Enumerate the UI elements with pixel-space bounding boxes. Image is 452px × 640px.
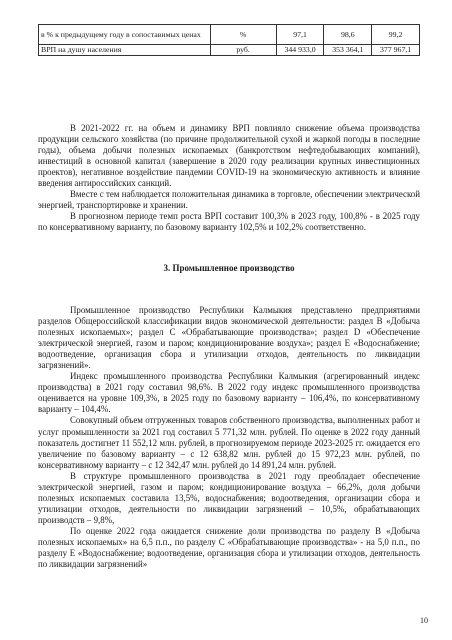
table-cell-unit: руб.: [210, 45, 276, 56]
paragraph: Совокупный объем отгруженных товаров собственного производства, выполненных работ и услуг промышленности за 2021 год составил 5 771,32 млн. рублей. По оценке в 2022 году данный показатель достигнет 11 552,12 млн. рублей, в прогнозируемом периоде 2023-2025 гг. ожидается его увеличение по базовому варианту – с 12 638,82 млн. рублей до 15 972,23 млн. рублей, по консервативному варианту – с 12 342,47 млн. рублей до 14 891,24 млн. рублей.: [38, 415, 420, 470]
grp-table: [38, 24, 420, 56]
table-cell-value: 353 364,1: [324, 45, 372, 56]
intro-text-block: [38, 123, 420, 233]
paragraph: В структуре промышленного производства в 2021 году преобладает обеспечение электрической энергией, газом и паром; кондиционирование воздуха – 66,2%, доля добычи полезных ископаемых составила 13,5%, водоснабжения; водоотведения, организации сбора и утилизации отходов, деятельности по ликвидации загрязнений – 10,5%, обрабатывающих производств – 9,8%,: [38, 470, 420, 525]
table-cell-value: 99,2: [372, 25, 420, 45]
paragraph: В прогнозном периоде темп роста ВРП составит 100,3% в 2023 году, 100,8% - в 2025 году по консервативному варианту, по базовому варианту 102,5% и 102,2% соответственно.: [38, 211, 420, 233]
section-heading: 3. Промышленное производство: [163, 263, 295, 273]
table-cell-value: 344 933,0: [276, 45, 324, 56]
paragraph: В 2021-2022 гг. на объем и динамику ВРП повлияло снижение объема производства продукции сельского хозяйства (по причине продолжительной сухой и жаркой погоды в последние годы), объема добычи полезных ископаемых (банкротством нефтедобывающих компаний), инвестиций в основной капитал (завершение в 2020 году реализации крупных инвестиционных проектов), негативное воздействие пандемии COVID-19 на экономическую активность и влияние введения антироссийских санкций.: [38, 123, 420, 189]
table-cell-label: в % к предыдущему году в сопоставимых ценах: [39, 25, 211, 45]
paragraph: Индекс промышленного производства Республики Калмыкия (агрегированный индекс производства) в 2021 году составил 98,6%. В 2022 году индекс промышленного производства оценивается на уровне 109,3%, в 2025 году по базовому варианту – 106,4%, по консервативному варианту – 104,4%.: [38, 371, 420, 415]
table-cell-value: 98,6: [324, 25, 372, 45]
table-cell-label: ВРП на душу населения: [39, 45, 211, 56]
table-cell-unit: %: [210, 25, 276, 45]
table-cell-value: 97,1: [276, 25, 324, 45]
paragraph: Промышленное производство Республики Калмыкия представлено предприятиями разделов Общероссийской классификации видов экономической деятельности: раздел В «Добыча полезных ископаемых»; раздел С «Обрабатывающие производства»; раздел D «Обеспечение электрической энергией, газом и паром; кондиционирование воздуха»; раздел Е «Водоснабжение; водоотведение, организация сбора и утилизации отходов, деятельность по ликвидации загрязнений».: [38, 305, 420, 371]
industry-text-block: [38, 305, 420, 570]
page-number: 10: [420, 616, 428, 625]
table-row: [39, 45, 420, 56]
paragraph: Вместе с тем наблюдается положительная динамика в торговле, обеспечении электрической энергией, транспортировке и хранении.: [38, 189, 420, 211]
table-cell-value: 377 967,1: [372, 45, 420, 56]
paragraph: По оценке 2022 года ожидается снижение доли производства по разделу В «Добыча полезных ископаемых» на 6,5 п.п., по разделу С «Обрабатывающие производства» - на 5,0 п.п., по разделу Е «Водоснабжение; водоотведение, организация сбора и утилизации отходов, деятельность по ликвидации загрязнений»: [38, 525, 420, 570]
table-row: [39, 25, 420, 45]
